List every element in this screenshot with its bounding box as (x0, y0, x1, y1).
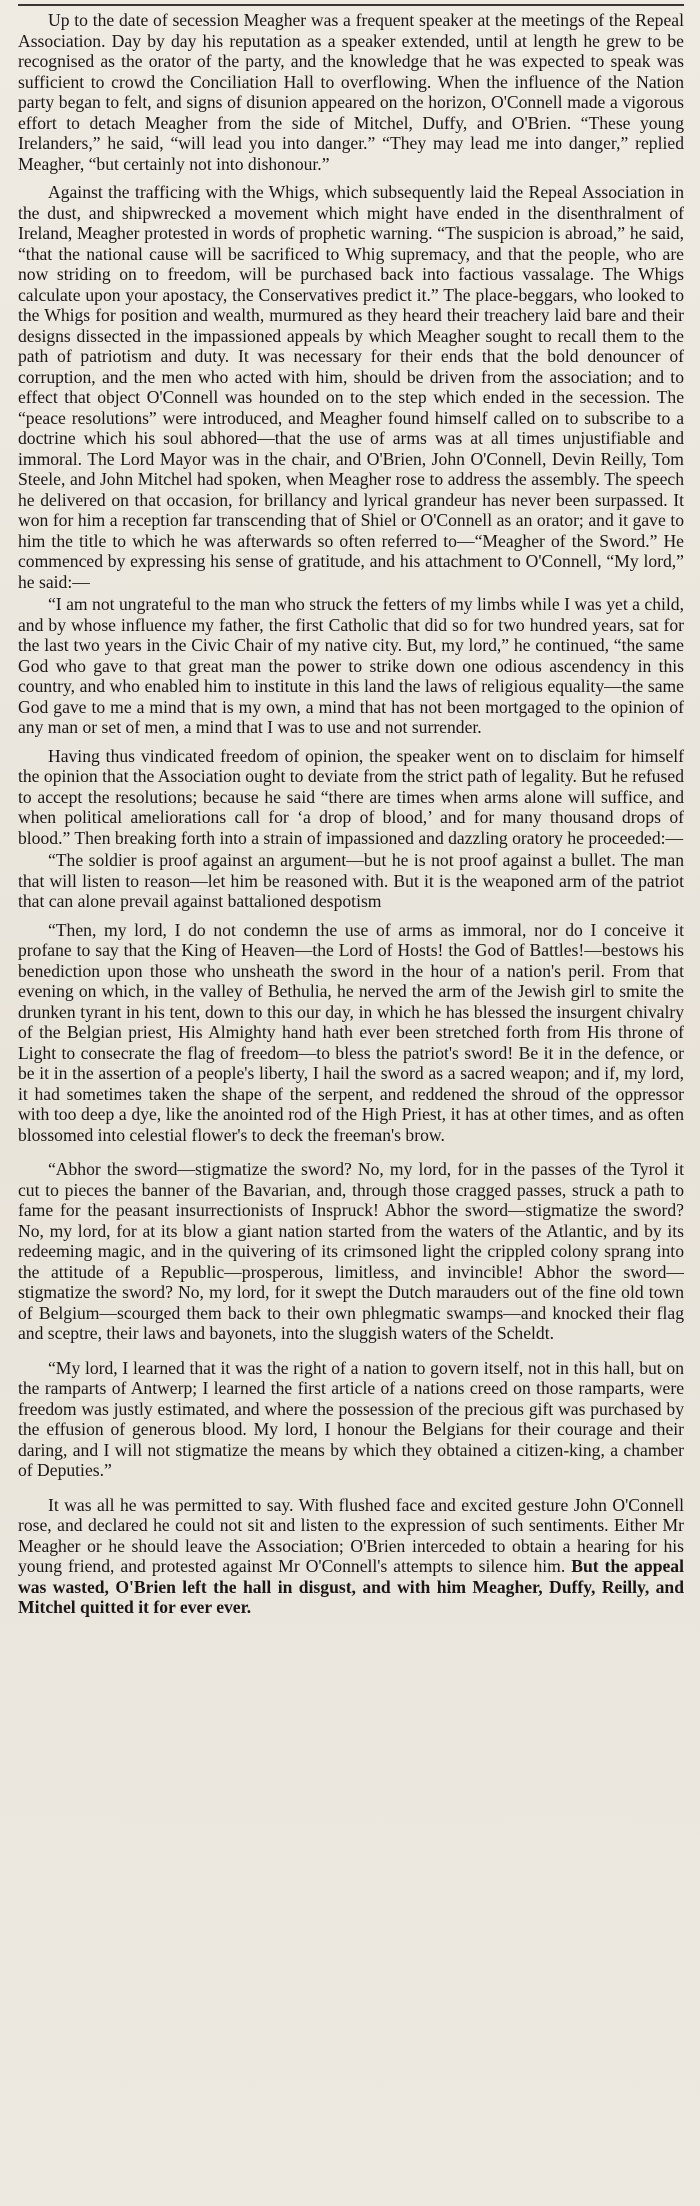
quote-soldier: “The soldier is proof against an argument—but he is not proof against a bullet. The man that will listen to reason—let him be reasoned with. But it is the weaponed arm of the patriot that can alone prevail against battalioned despotism (18, 850, 684, 911)
conclusion-text: It was all he was permitted to say. With flushed face and excited gesture John O'Connell rose, and declared he could not sit and listen to the expression of such sentiments. Either Mr Meagher or he should leave the Association; O'Brien interceded to obtain a hearing for his young friend, and protested against Mr O'Connell's attempts to silence him. (18, 1494, 684, 1576)
quote-king-of-heaven: “Then, my lord, I do not condemn the use of arms as immoral, nor do I conceive it profane to say that the King of Heaven—the Lord of Hosts! the God of Battles!—bestows his benediction upon those who unsheath the sword in the hour of a nation's peril. From that evening on which, in the valley of Bethulia, he nerved the arm of the Jewish girl to smite the drunken tyrant in his tent, down to this our day, in which he has blessed the insurgent chivalry of the Belgian priest, His Almighty hand hath ever been stretched forth from His throne of Light to consecrate the flag of freedom—to bless the patriot's sword! Be it in the defence, or be it in the assertion of a people's liberty, I hail the sword as a sacred weapon; and if, my lord, it had sometimes taken the shape of the serpent, and reddened the shroud of the oppressor with too deep a dye, like the anointed rod of the High Priest, it has at other times, and as often blossomed into celestial flower's to deck the freeman's brow. (18, 919, 684, 1145)
quote-not-ungrateful: “I am not ungrateful to the man who struck the fetters of my limbs while I was yet a child, and by whose influence my father, the first Catholic that did so for two hundred years, sat for the last two years in the Civic Chair of my native city. But, my lord,” he continued, “the same God who gave to that great man the power to strike down one odious ascendency in this country, and who enabled him to institute in this land the laws of religious equality—the same God gave to me a mind that is my own, a mind that has not been mortgaged to the opinion of any man or set of men, a mind that I was to use and not surrender. (18, 594, 684, 737)
paragraph-conclusion (18, 1495, 684, 1618)
quote-abhor-the-sword: “Abhor the sword—stigmatize the sword? No, my lord, for in the passes of the Tyrol it cut to pieces the banner of the Bavarian, and, through those cragged passes, struck a path to fame for the peasant insurrectionists of Inspruck! Abhor the sword—stigmatize the sword? No, my lord, for at its blow a giant nation started from the waters of the Atlantic, and by its redeeming magic, and in the quivering of its crimsoned light the crippled colony sprang into the attitude of a Republic—prosperous, limitless, and invincible! Abhor the sword—stigmatize the sword? No, my lord, for it swept the Dutch marauders out of the fine old town of Belgium—scourged them back to their own phlegmatic swamps—and knocked their flag and sceptre, their laws and bayonets, into the sluggish waters of the Scheldt. (18, 1159, 684, 1343)
paragraph-freedom-of-opinion: Having thus vindicated freedom of opinion, the speaker went on to disclaim for himself the opinion that the Association ought to deviate from the strict path of legality. But he refused to accept the resolutions; because he said “there are times when arms alone will suffice, and when political ameliorations call for ‘a drop of blood,’ and for many thousand drops of blood.” Then breaking forth into a strain of impassioned and dazzling oratory he proceeded:— (18, 745, 684, 848)
paragraph-whigs: Against the trafficing with the Whigs, which subsequently laid the Repeal Association in the dust, and shipwrecked a movement which might have ended in the disenthralment of Ireland, Meagher protested in words of prophetic warning. “The suspicion is abroad,” he said, “that the national cause will be sacrificed to Whig supremacy, and that the people, who are now striding on to freedom, will be purchased back into factious vassalage. The Whigs calculate upon your apostacy, the Conservatives predict it.” The place-beggars, who looked to the Whigs for position and wealth, murmured as they heard their treachery laid bare and their designs dissected in the impassioned appeals by which Meagher sought to recall them to the path of patriotism and duty. It was necessary for their ends that the bold denouncer of corruption, and the men who acted with him, should be driven from the association; and to effect that object O'Connell was hounded on to the step which ended in the secession. The “peace resolutions” were introduced, and Meagher found himself called on to subscribe to a doctrine which his soul abhored—that the use of arms was at all times unjustifiable and immoral. The Lord Mayor was in the chair, and O'Brien, John O'Connell, Devin Reilly, Tom Steele, and John Mitchel had spoken, when Meagher rose to address the assembly. The speech he delivered on that occasion, for brillancy and lyrical grandeur has never been surpassed. It won for him a reception far transcending that of Shiel or O'Connell as an orator; and it gave to him the title to which he was afterwards so often referred to—“Meagher of the Sword.” He commenced by expressing his sense of gratitude, and his attachment to O'Connell, “My lord,” he said:— (18, 182, 684, 592)
quote-antwerp: “My lord, I learned that it was the right of a nation to govern itself, not in this hall, but on the ramparts of Antwerp; I learned the first article of a nations creed on those ramparts, were freedom was justly estimated, and where the possession of the precious gift was purchased by the effusion of generous blood. My lord, I honour the Belgians for their courage and their daring, and I will not stigmatize the means by which they obtained a citizen-king, a chamber of Deputies.” (18, 1357, 684, 1480)
top-rule (18, 4, 684, 6)
conclusion-bold-text: But the appeal was wasted, O'Brien left the hall in disgust, and with him Meagher, Duffy, Reilly, and Mitchel quitted it for ever ever. (18, 1556, 684, 1617)
paragraph-secession: Up to the date of secession Meagher was a frequent speaker at the meetings of the Repeal Association. Day by day his reputation as a speaker extended, until at length he grew to be recognised as the orator of the party, and the knowledge that he was expected to speak was sufficient to crowd the Conciliation Hall to overflowing. When the influence of the Nation party began to felt, and signs of disunion appeared on the horizon, O'Connell made a vigorous effort to detach Meagher from the side of Mitchel, Duffy, and O'Brien. “These young Irelanders,” he said, “will lead you into danger.” “They may lead me into danger,” replied Meagher, “but certainly not into dishonour.” (18, 10, 684, 174)
